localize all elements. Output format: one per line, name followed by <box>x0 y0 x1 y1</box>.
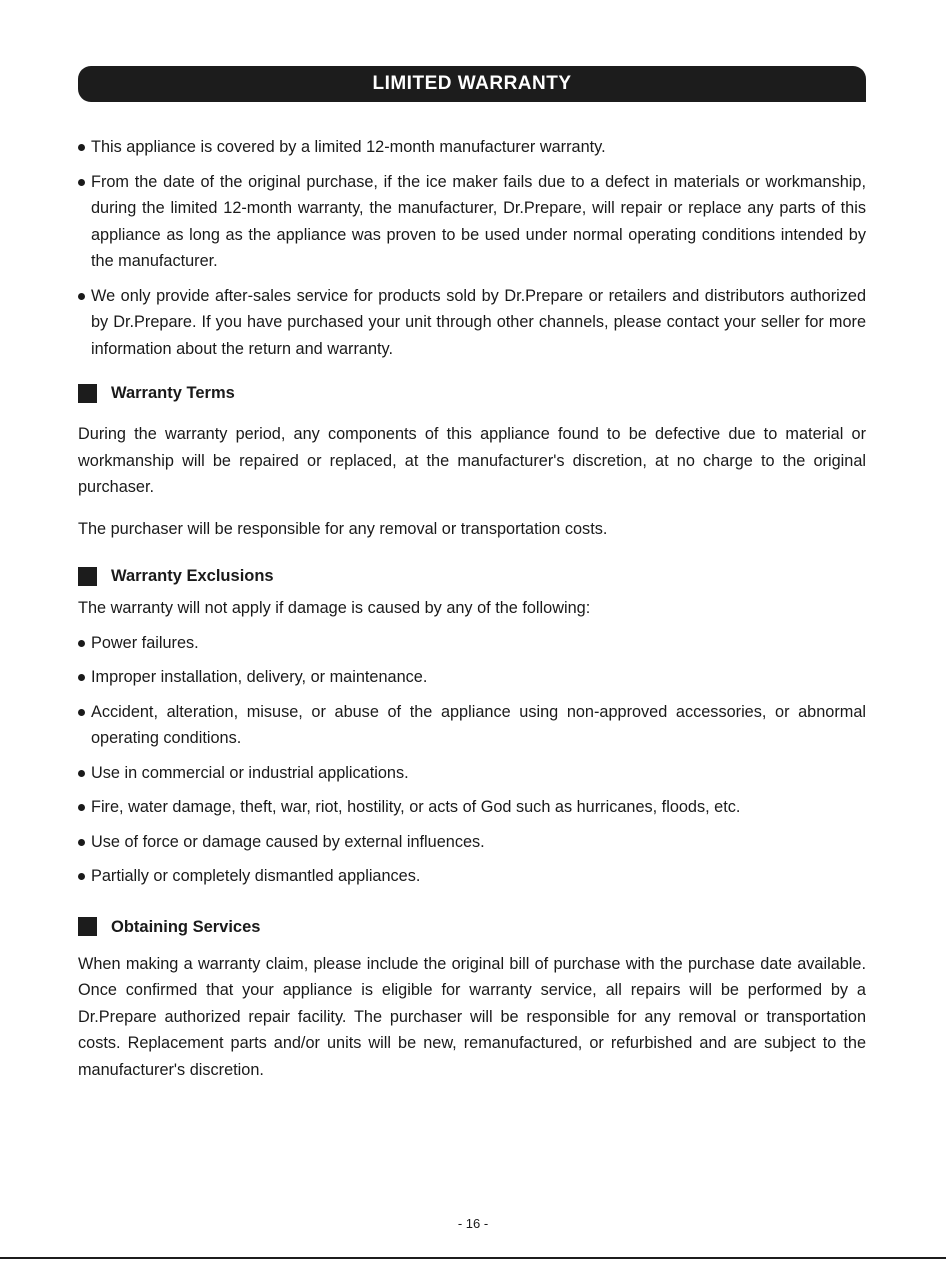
section-heading-label: Warranty Terms <box>111 384 235 402</box>
square-bullet-icon <box>78 384 97 403</box>
paragraph: When making a warranty claim, please include the original bill of purchase with the purchase date available. Once confirmed that your appliance is eligible for warranty service, all repairs will be performed by a Dr.Prepare authorized repair facility. The purchaser will be responsible for any removal or transportation costs. Replacement parts and/or units will be new, remanufactured, or refurbished and are subject to the manufacturer's discretion. <box>78 954 866 1079</box>
page-number: - 16 - <box>457 1216 489 1231</box>
paragraph: The purchaser will be responsible for any removal or transportation costs. <box>78 519 608 538</box>
list-item: Use in commercial or industrial applications. <box>78 760 866 787</box>
warranty-page <box>78 66 866 1083</box>
list-item: Partially or completely dismantled appliances. <box>78 863 866 890</box>
list-item: Power failures. <box>78 630 866 657</box>
paragraph: The warranty will not apply if damage is caused by any of the following: <box>78 599 591 617</box>
list-item: From the date of the original purchase, if the ice maker fails due to a defect in materials or workmanship, during the limited 12-month warranty, the manufacturer, Dr.Prepare, will repair or replace any parts of this appliance as long as the appliance was proven to be used under normal operating conditions intended by the manufacturer. <box>78 169 866 275</box>
intro-bullet-list <box>78 134 866 362</box>
section-heading-label: Obtaining Services <box>111 917 261 936</box>
list-item: Accident, alteration, misuse, or abuse of the appliance using non-approved accessories, or abnormal operating conditions. <box>78 699 866 752</box>
list-item: Fire, water damage, theft, war, riot, hostility, or acts of God such as hurricanes, floods, etc. <box>78 794 866 821</box>
square-bullet-icon <box>78 567 97 586</box>
section-heading-warranty-terms <box>78 382 866 404</box>
paragraph: During the warranty period, any components of this appliance found to be defective due to material or workmanship will be repaired or replaced, at the manufacturer's discretion, at no charge to the original purchaser. <box>78 425 866 496</box>
list-item: This appliance is covered by a limited 12-month manufacturer warranty. <box>78 134 866 161</box>
section-heading-obtaining-services <box>78 916 866 938</box>
section-heading-label: Warranty Exclusions <box>111 567 274 585</box>
square-bullet-icon <box>78 917 97 936</box>
bottom-divider <box>0 1257 946 1259</box>
list-item: We only provide after-sales service for products sold by Dr.Prepare or retailers and distributors authorized by Dr.Prepare. If you have purchased your unit through other channels, please contact your seller for more information about the return and warranty. <box>78 283 866 363</box>
page-title: LIMITED WARRANTY <box>78 66 866 102</box>
section-heading-warranty-exclusions <box>78 565 866 587</box>
list-item: Improper installation, delivery, or maintenance. <box>78 664 866 691</box>
list-item: Use of force or damage caused by external influences. <box>78 829 866 856</box>
exclusions-bullet-list <box>78 630 866 890</box>
